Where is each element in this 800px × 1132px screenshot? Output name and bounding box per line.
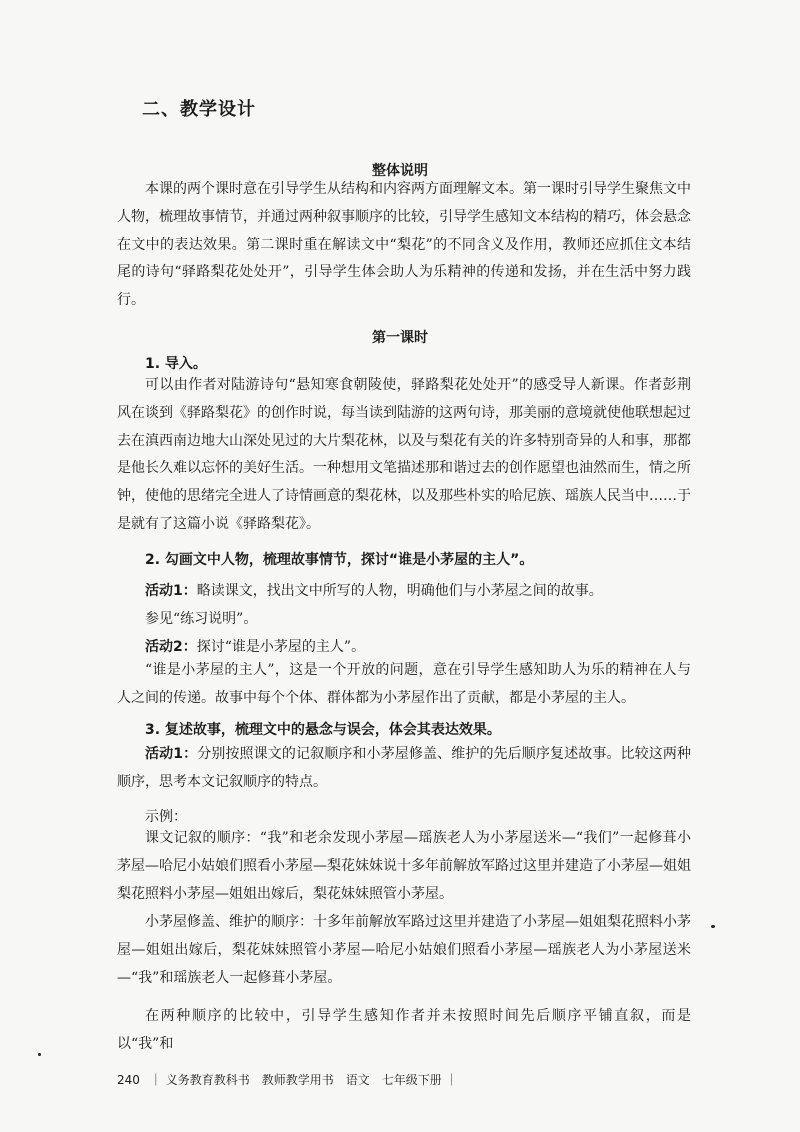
step3-heading: 3. 复述故事，梳理文中的悬念与误会，体会其表达效果。 — [145, 722, 501, 738]
step2-heading: 2. 勾画文中人物，梳理故事情节，探讨“谁是小茅屋的主人”。 — [145, 552, 534, 568]
scan-speck — [711, 925, 715, 928]
overview-text: 本课的两个课时意在引导学生从结构和内容两方面理解文本。第一课时引导学生聚焦文中人物，梳理故事情节，并通过两种叙事顺序的比较，引导学生感知文本结构的精巧，体会悬念在文中的表达效果。第二课时重在解读文中“梨花”的不同含义及作用，教师还应抓住文本结尾的诗句“驿路梨花处处开”，引导学生体会助人为乐精神的传递和发扬，并在生活中努力践行。 — [117, 181, 691, 309]
step2-activity2 — [145, 636, 695, 656]
activity-label: 活动2： — [145, 639, 197, 655]
lesson1-title: 第一课时 — [372, 330, 428, 346]
book-info: ｜ 义务教育教科书 教师教学用书 语文 七年级下册 ｜ — [149, 1073, 458, 1087]
step2-activity1 — [145, 580, 695, 600]
comparison-paragraph — [117, 1003, 691, 1059]
step1-paragraph — [117, 372, 691, 539]
narrative-order-paragraph — [117, 825, 691, 908]
step2-discussion: “谁是小茅屋的主人”，这是一个开放的问题，意在引导学生感知助人为乐的精神在人与人之间的传递。故事中每个个体、群体都为小茅屋作出了贡献，都是小茅屋的主人。 — [117, 662, 691, 706]
step2-discussion-paragraph — [117, 657, 691, 713]
step1-heading: 1. 导入。 — [145, 356, 207, 372]
overview-title: 整体说明 — [372, 163, 428, 179]
activity-text: 探讨“谁是小茅屋的主人”。 — [196, 639, 366, 655]
activity-label: 活动1： — [145, 746, 198, 762]
overview-paragraph — [117, 176, 691, 315]
step1-text: 可以由作者对陆游诗句“悬知寒食朝陵使，驿路梨花处处开”的感受导人新课。作者彭荆风在谈到《驿路梨花》的创作时说，每当读到陆游的这两句诗，那美丽的意境就使他联想起过去在滇西南边地大山深处见过的大片梨花林，以及与梨花有关的许多特别奇异的人和事，那都是他长久难以忘怀的美好生活。一种想用文笔描述那和谐过去的创作愿望也油然而生，情之所钟，使他的思绪完全进人了诗情画意的梨花林，以及那些朴实的哈尼族、瑶族人民当中……于是就有了这篇小说《驿路梨花》。 — [117, 377, 691, 532]
step3-example-label: 示例： — [145, 809, 187, 825]
narrative-order-text: 课文记叙的顺序：“我”和老余发现小茅屋—瑶族老人为小茅屋送米—“我们”一起修葺小茅屋—哈尼小姑娘们照看小茅屋—梨花妹妹说十多年前解放军路过这里并建造了小茅屋—姐姐梨花照料小茅屋—姐姐出嫁后，梨花妹妹照管小茅屋。 — [117, 830, 691, 902]
chronological-order-paragraph — [117, 909, 691, 992]
step3-activity1 — [117, 741, 691, 797]
comparison-text: 在两种顺序的比较中，引导学生感知作者并未按照时间先后顺序平铺直叙，而是以“我”和 — [117, 1008, 691, 1052]
scan-speck — [38, 1053, 41, 1056]
page-footer — [117, 1071, 458, 1088]
activity-text: 略读课文，找出文中所写的人物，明确他们与小茅屋之间的故事。 — [196, 583, 603, 599]
page-number: 240 — [117, 1073, 140, 1087]
activity-text: 分别按照课文的记叙顺序和小茅屋修盖、维护的先后顺序复述故事。比较这两种顺序，思考本文记叙顺序的特点。 — [117, 746, 692, 790]
step3-activity1-paragraph — [117, 741, 691, 797]
chronological-order-text: 小茅屋修盖、维护的顺序：十多年前解放军路过这里并建造了小茅屋—姐姐梨花照料小茅屋—姐姐出嫁后，梨花妹妹照管小茅屋—哈尼小姑娘们照看小茅屋—瑶族老人为小茅屋送米—“我”和瑶族老人一起修葺小茅屋。 — [117, 914, 691, 986]
section-heading: 二、教学设计 — [142, 99, 256, 120]
step2-reference: 参见“练习说明”。 — [145, 611, 258, 627]
activity-label: 活动1： — [145, 583, 197, 599]
